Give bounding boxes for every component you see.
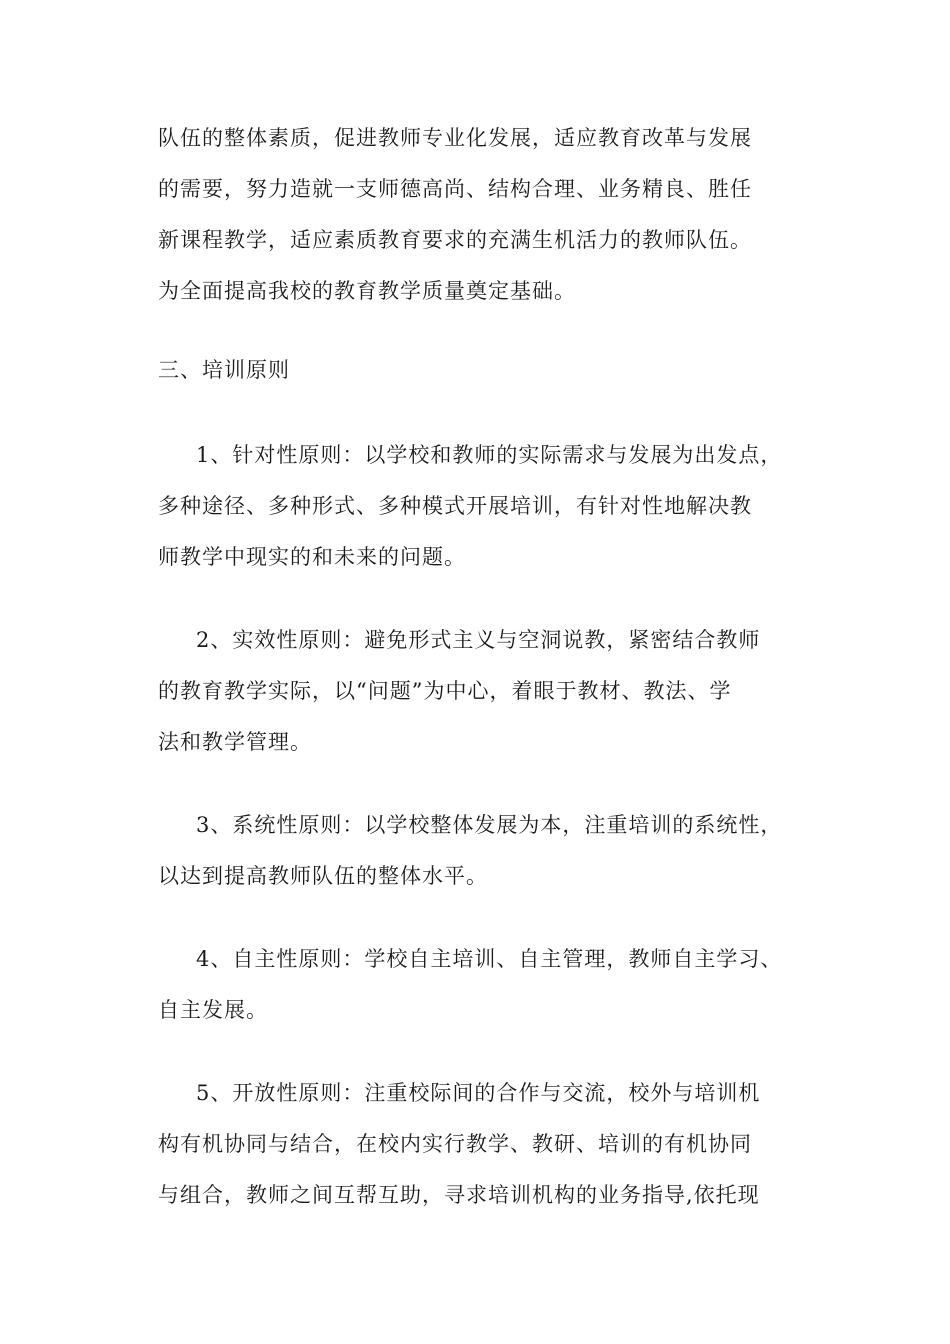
text-line: 新课程教学，适应素质教育要求的充满生机活力的教师队伍。 <box>158 228 752 252</box>
text-line: 4、自主性原则：学校自主培训、自主管理，教师自主学习、 <box>196 947 783 971</box>
text-line: 队伍的整体素质，促进教师专业化发展，适应教育改革与发展 <box>158 126 752 150</box>
text-line: 以达到提高教师队伍的整体水平。 <box>158 864 488 888</box>
text-line: 法和教学管理。 <box>158 730 312 754</box>
text-line: 1、针对性原则：以学校和教师的实际需求与发展为出发点， <box>196 443 783 467</box>
text-line: 为全面提高我校的教育教学质量奠定基础。 <box>158 279 576 303</box>
text-line: 的教育教学实际，以“问题”为中心，着眼于教材、教法、学 <box>158 679 732 703</box>
text-line: 2、实效性原则：避免形式主义与空洞说教，紧密结合教师 <box>196 628 761 652</box>
text-line: 多种途径、多种形式、多种模式开展培训，有针对性地解决教 <box>158 494 752 518</box>
section-heading: 三、培训原则 <box>158 358 290 382</box>
text-line: 与组合，教师之间互帮互助，寻求培训机构的业务指导,依托现 <box>158 1183 760 1207</box>
text-line: 构有机协同与结合，在校内实行教学、教研、培训的有机协同 <box>158 1132 752 1156</box>
text-line: 3、系统性原则：以学校整体发展为本，注重培训的系统性， <box>196 813 783 837</box>
text-line: 自主发展。 <box>158 998 268 1022</box>
text-line: 师教学中现实的和未来的问题。 <box>158 545 466 569</box>
text-line: 的需要，努力造就一支师德高尚、结构合理、业务精良、胜任 <box>158 177 752 201</box>
text-line: 5、开放性原则：注重校际间的合作与交流，校外与培训机 <box>196 1081 761 1105</box>
